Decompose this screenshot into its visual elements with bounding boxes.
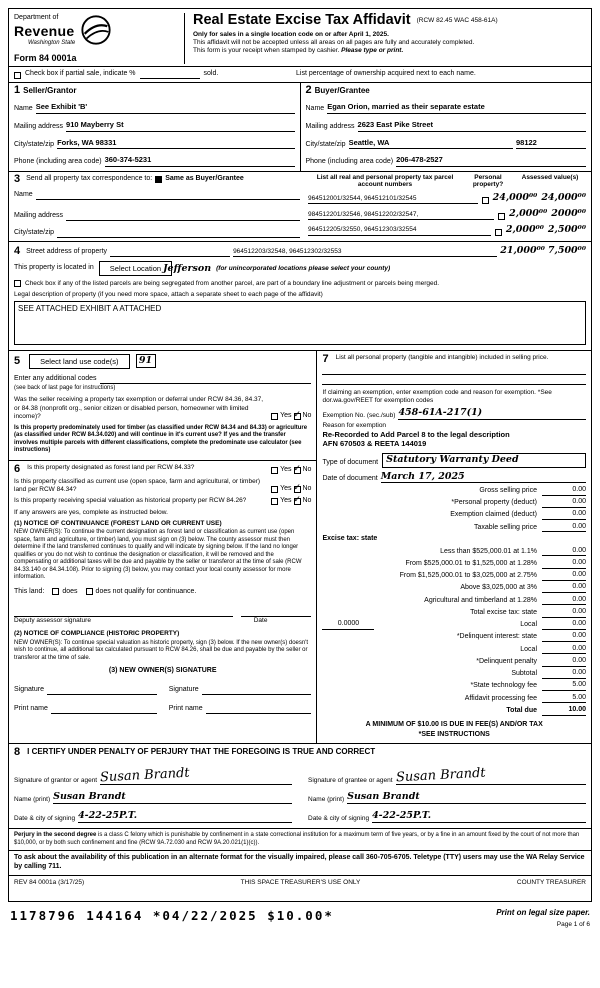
certify-statement: I CERTIFY UNDER PENALTY OF PERJURY THAT THE FOREGOING IS TRUE AND CORRECT [27, 747, 376, 757]
form-title-ref: (RCW 82.45 WAC 458-61A) [416, 16, 498, 24]
parcel-numbers-field[interactable] [308, 226, 491, 235]
buyer-city-label: City/state/zip [305, 140, 346, 148]
left-column [9, 351, 317, 744]
forest-land-yes-checkbox[interactable] [271, 467, 278, 474]
personal-property-header: Personal property? [472, 174, 504, 189]
notice1-body: NEW OWNER(S): To continue the current designation as forest land or classification as current use (open space, farm and agriculture, or timber) land, you must sign on (3) below. The county assessor must then determine if the land transferred continues to qualify and will indicate by signing below. If the land no longer qualifies or you do not wish to continue the designation or classification, it will be removed and the compensating or additional taxes will be due and payable by the seller or transferor at the time of sale (RCW 84.33.140 or 84.34.108). Prior to signing (3) below, you may contact your local county assessor for more information. [14, 529, 302, 580]
form-header [9, 9, 591, 66]
alt-format-note: To ask about the availability of this publication in an alternate format for the visually impaired, please call 360-705-6705. Teletype (TTY) users may use the WA Relay Service by calling 711. [9, 850, 591, 875]
seller-title: Seller/Grantor [23, 85, 77, 95]
total-due-label: Total due [506, 706, 537, 714]
reason-value: Re-Recorded to Add Parcel 8 to the legal description [322, 429, 510, 439]
corr-name-label: Name [14, 191, 33, 199]
signature-label: Signature [168, 686, 199, 693]
no-label: No [302, 497, 312, 504]
assessed-value-2a: 2,000⁰⁰ [509, 207, 548, 219]
header-note-2: This affidavit will not be accepted unless all areas on all pages are fully and accurately completed. [193, 39, 475, 47]
seller-city-value: Forks, WA 98331 [57, 137, 117, 147]
treasurer-strip [9, 875, 591, 901]
post-label: *Delinquent penalty [476, 657, 537, 665]
does-not-label: does not qualify for continuance. [95, 587, 197, 595]
perjury-note [9, 828, 591, 850]
tax-amount: 0.00 [542, 547, 586, 557]
grantor-signing-block [14, 758, 292, 825]
new-owner-signature-field-2[interactable] [202, 686, 312, 695]
money-amount: 0.00 [542, 486, 586, 496]
parcel-table [308, 174, 586, 238]
forest-land-question: Is this property designated as forest land per RCW 84.33? [27, 463, 195, 471]
tax-label: From $1,525,000.01 to $3,025,000 at 2.75% [399, 572, 537, 580]
grantor-date-label: Date & city of signing [14, 815, 76, 822]
seller-mail-field[interactable] [66, 120, 294, 132]
seller-mail-value: 910 Mayberry St [66, 119, 124, 129]
section-5-number: 5 [14, 354, 21, 367]
grantee-print-name-field[interactable] [347, 791, 586, 804]
notice1-title: (1) NOTICE OF CONTINUANCE (FOREST LAND OR CURRENT USE) [14, 519, 222, 527]
exemption-no-label: Exemption No. (sec./sub) [322, 411, 396, 419]
dept-sub: Washington State [28, 40, 76, 47]
section-6 [9, 460, 316, 719]
grantee-signing-block [308, 758, 586, 825]
section-8-number: 8 [14, 746, 21, 759]
tax-label: Agricultural and timberland at 1.28% [424, 596, 537, 604]
section-8 [9, 743, 591, 828]
bottom-row [8, 902, 592, 929]
assessed-value-4b: 7,500⁰⁰ [547, 245, 586, 256]
land-use-code-value: 91 [138, 355, 153, 367]
seller-name-label: Name [14, 105, 33, 112]
deputy-assessor-signature-field[interactable] [14, 608, 233, 617]
deputy-assessor-label: Deputy assessor signature [14, 617, 91, 625]
seller-exemption-no-checkbox[interactable] [294, 413, 301, 420]
seller-mail-label: Mailing address [14, 122, 64, 130]
partial-sale-label: Check box if partial sale, indicate % [25, 70, 136, 78]
local-amount: 0.00 [542, 620, 586, 630]
buyer-mail-field[interactable] [358, 120, 586, 132]
correspondence-block [14, 174, 300, 238]
seller-phone-field[interactable] [105, 155, 295, 167]
post-amount: 5.00 [542, 694, 586, 704]
partial-sale-row [9, 66, 591, 82]
personal-property-intro: List all personal property (tangible and intangible) included in selling price. [335, 353, 549, 361]
seller-phone-value: 360-374-5231 [104, 155, 152, 165]
additional-codes-label: Enter any additional codes [14, 375, 97, 383]
seller-city-field[interactable] [57, 138, 294, 150]
exemption-note: If claiming an exemption, enter exemption code and reason for exemption. *See dor.wa.gov/REET for exemption codes [322, 388, 552, 404]
timber-use-note: Is this property predominately used for timber (as classified under RCW 84.34 and 84.33) or agriculture (as classified under RCW 84.34.020) and will continue in it's current use? If yes and the transfer involves multiple parcels with different classifications, complete the predominate use calculator (see instructions) [14, 424, 308, 454]
personal-property-checkbox-1[interactable] [482, 197, 489, 204]
grantee-signature-value: Susan Brandt [395, 765, 486, 786]
seller-city-label: City/state/zip [14, 140, 55, 148]
post-label: Local [520, 645, 537, 653]
seller-name-field[interactable] [36, 102, 295, 114]
legal-paper-note: Print on legal size paper. [496, 907, 590, 917]
section-2-number: 2 [305, 84, 312, 96]
money-amount: 0.00 [542, 498, 586, 508]
date-of-document-value: March 17, 2025 [380, 470, 465, 482]
parcel-numbers-4: 964512203/32548, 964512302/32553 [233, 247, 342, 255]
grantee-print-name-value: Susan Brandt [347, 791, 420, 803]
treasurer-stamp: 1178796 144164 *04/22/2025 $10.00* [10, 907, 334, 923]
grantee-date-field[interactable] [372, 810, 586, 823]
seller-exemption-question: Was the seller receiving a property tax exemption or deferral under RCW 84.36, 84.37, or 84.38 (nonprofit org., senior citizen or disabled person, homeowner with limited income)? [14, 396, 264, 420]
tax-amount: 0.00 [542, 571, 586, 581]
treasurer-space-label: THIS SPACE TREASURER'S USE ONLY [240, 878, 361, 886]
section-2-buyer [300, 83, 592, 171]
buyer-name-label: Name [305, 105, 325, 112]
grantee-city-value: P.T. [413, 810, 432, 822]
personal-property-checkbox-2[interactable] [498, 213, 505, 220]
parcel-numbers-1: 964512001/32544, 964512101/32545 [308, 194, 417, 202]
assessed-value-2b: 2000⁰⁰ [551, 207, 586, 219]
yes-label: Yes [280, 466, 292, 473]
dept-name: Revenue [14, 22, 75, 39]
buyer-name-value: Egan Orion, married as their separate estate [327, 102, 485, 111]
grantee-date-label: Date & city of signing [308, 815, 370, 822]
corr-name-field[interactable] [36, 191, 300, 200]
grantee-date-value: 4-22-25 [372, 810, 413, 822]
signature-label: Signature [14, 686, 44, 693]
parcel-numbers-3: 964512205/32550, 964512303/32554 [308, 226, 417, 234]
money-label: Exemption claimed (deduct) [450, 511, 537, 519]
land-use-select[interactable]: Select land use code(s) [29, 354, 129, 369]
tax-amount: 0.00 [542, 596, 586, 606]
grantor-name-label: Name (print) [14, 796, 51, 804]
segregated-label: Check box if any of the listed parcels are being segregated from another parcel, are part of a boundary line adjustment or parcels being merged. [25, 280, 440, 288]
post-amount: 5.00 [542, 681, 586, 691]
grantor-city-value: P.T. [119, 810, 138, 822]
buyer-mail-value: 2623 East Pike Street [357, 119, 433, 129]
section-4-number: 4 [14, 244, 21, 257]
perjury-lead: Perjury in the second degree [14, 832, 97, 839]
type-of-document-field[interactable] [382, 453, 586, 468]
assessed-value-3b: 2,500⁰⁰ [547, 223, 586, 235]
no-label: No [302, 485, 312, 493]
same-as-buyer-checkbox[interactable] [155, 176, 162, 183]
tax-amount: 0.00 [542, 559, 586, 569]
yes-label: Yes [280, 412, 292, 419]
tax-label: Above $3,025,000 at 3% [460, 584, 537, 592]
seller-phone-label: Phone (including area code) [14, 158, 102, 166]
grantor-date-value: 4-22-25 [78, 810, 119, 822]
parcel-list-header: List all real and personal property tax parcel account numbers [316, 174, 454, 189]
dept-prefix: Department of [14, 14, 59, 21]
money-label: Gross selling price [479, 486, 537, 494]
notice2-title: (2) NOTICE OF COMPLIANCE (HISTORIC PROPERTY) [14, 630, 180, 638]
parcel-numbers-field-4[interactable] [233, 248, 497, 257]
afn-value: AFN 670503 & REETA 144019 [322, 439, 427, 449]
perjury-rest: is a class C felony which is punishable by confinement in a state correctional institution for a maximum term of five years, or by a fine in an amount fixed by the court of not more than $10,000, or by both such confinement and fine (RCW 9A.72.030 and RCW 9A.20.021(1)(c)). [14, 832, 580, 846]
new-owner-signature-field-1[interactable] [47, 686, 157, 695]
rev-number: REV 84 0001a (3/17/25) [14, 878, 85, 886]
main-columns [9, 350, 591, 744]
no-label: No [302, 412, 312, 419]
parcel-numbers-field[interactable] [308, 211, 494, 220]
parcel-numbers-field[interactable] [308, 195, 478, 204]
type-of-document-label: Type of document [322, 458, 379, 466]
county-treasurer-label: COUNTY TREASURER [516, 878, 586, 886]
date-of-document-field[interactable] [381, 471, 586, 484]
buyer-city-field[interactable] [349, 138, 513, 150]
section-3 [9, 171, 591, 241]
location-handwritten-value: Jefferson [163, 262, 212, 274]
parcel-row [308, 208, 586, 220]
historical-question: Is this property receiving special valuation as historical property per RCW 84.26? [14, 497, 247, 504]
section-6-number: 6 [14, 462, 21, 475]
current-use-no-checkbox[interactable] [294, 486, 301, 493]
seller-buyer-sections [9, 82, 591, 171]
ownership-note: List percentage of ownership acquired next to each name. [296, 70, 476, 78]
assessed-value-1b: 24,000⁰⁰ [541, 191, 586, 203]
assessed-value-header: Assessed value(s) [521, 174, 579, 181]
seller-exemption-yes-checkbox[interactable] [271, 413, 278, 420]
buyer-phone-field[interactable] [396, 155, 586, 167]
section-7-number: 7 [322, 352, 329, 365]
local-rate-value: 0.0000 [322, 620, 374, 630]
post-amount: 0.00 [542, 669, 586, 679]
assessed-value-4a: 21,000⁰⁰ [500, 245, 545, 256]
assessed-value-3a: 2,000⁰⁰ [505, 223, 544, 235]
does-not-qualify-checkbox[interactable] [86, 588, 93, 595]
parcel-row [308, 192, 586, 204]
buyer-phone-value: 206-478-2527 [396, 155, 443, 165]
dor-logo-icon [80, 14, 112, 50]
historical-yes-checkbox[interactable] [271, 498, 278, 505]
exemption-no-value: 458-61A-217(1) [398, 406, 483, 418]
post-amount: 0.00 [542, 657, 586, 667]
money-label: *Personal property (deduct) [451, 499, 537, 507]
post-label: *State technology fee [470, 682, 537, 690]
type-of-document-value: Statutory Warranty Deed [386, 453, 519, 465]
exemption-no-field[interactable] [398, 407, 586, 420]
see-back-note: (see back of last page for instructions) [14, 384, 116, 391]
location-select[interactable]: Select Location [99, 261, 172, 276]
legal-description-value: SEE ATTACHED EXHIBIT A ATTACHED [18, 303, 162, 313]
corr-city-label: City/state/zip [14, 229, 55, 237]
see-instructions-note: *SEE INSTRUCTIONS [418, 731, 490, 739]
grantor-signature-field[interactable] [99, 765, 292, 786]
section-7 [317, 351, 591, 744]
header-note-3a: This form is your receipt when stamped by cashier. [193, 47, 340, 55]
date-of-document-label: Date of document [322, 474, 378, 482]
corr-mail-label: Mailing address [14, 212, 64, 220]
tax-amount: 0.00 [542, 583, 586, 593]
buyer-title: Buyer/Grantee [314, 85, 370, 95]
partial-sale-sold-label: sold. [203, 70, 219, 78]
reason-label: Reason for exemption [322, 421, 387, 429]
located-in-label: This property is located in [14, 264, 94, 272]
grantee-signature-field[interactable] [395, 765, 586, 786]
grantor-date-field[interactable] [78, 810, 292, 823]
personal-property-line-2[interactable] [322, 375, 586, 385]
segregated-checkbox[interactable] [14, 280, 21, 287]
tax-label: From $525,000.01 to $1,525,000 at 1.28% [405, 559, 537, 567]
buyer-phone-label: Phone (including area code) [305, 158, 394, 166]
current-use-yes-checkbox[interactable] [271, 486, 278, 493]
buyer-name-field[interactable] [327, 102, 586, 114]
buyer-mail-label: Mailing address [305, 122, 355, 130]
current-use-question: Is this property classified as current use (open space, farm and agricultural, or timber) land per RCW 84.34? [14, 477, 261, 493]
legal-description-label: Legal description of property (if you need more space, attach a separate sheet to each page of the affidavit) [14, 291, 323, 299]
post-label: Subtotal [511, 670, 537, 678]
money-amount: 0.00 [542, 510, 586, 520]
section-1-number: 1 [14, 84, 21, 96]
does-label: does [62, 587, 78, 595]
local-label: Local [520, 621, 537, 629]
grantor-print-name-field[interactable] [53, 791, 292, 804]
deputy-date-label: Date [253, 617, 268, 625]
section-5 [14, 354, 311, 455]
print-name-label: Print name [14, 705, 48, 712]
form-frame [8, 8, 592, 902]
buyer-zip-field[interactable] [516, 138, 586, 150]
tax-amount: 0.00 [542, 608, 586, 618]
buyer-zip-value: 98122 [516, 137, 537, 147]
parcel-numbers-2: 984512201/32546, 984512202/32547, [308, 210, 419, 218]
yes-label: Yes [280, 485, 292, 493]
tax-label: Less than $525,000.01 at 1.1% [440, 547, 537, 555]
section-1-seller [9, 83, 300, 171]
post-amount: 0.00 [542, 632, 586, 642]
correspondence-intro: Send all property tax correspondence to: [26, 175, 153, 183]
post-amount: 0.00 [542, 645, 586, 655]
deputy-date-field[interactable] [241, 608, 311, 617]
legal-description-box[interactable] [14, 301, 586, 345]
personal-property-checkbox-3[interactable] [495, 229, 502, 236]
grantee-sig-label: Signature of grantee or agent [308, 777, 393, 785]
money-amount: 0.00 [542, 523, 586, 533]
unincorporated-note: (for unincorporated locations please select your county) [216, 264, 391, 272]
post-label: Affidavit processing fee [464, 694, 537, 702]
street-address-field[interactable] [110, 248, 230, 257]
notice2-body: NEW OWNER(S): To continue special valuation as historic property, sign (3) below. If the new owner(s) doesn't wish to continue, all additional tax calculated pursuant to RCW 84.26, shall be due and payable by the seller or transferor at the time of sale. [14, 639, 309, 661]
header-note-3 [193, 47, 586, 55]
new-owner-signature-title: (3) NEW OWNER(S) SIGNATURE [108, 667, 217, 674]
post-label: *Delinquent interest: state [456, 633, 537, 641]
form-number: Form 84 0001a [14, 52, 77, 63]
money-label: Taxable selling price [473, 523, 537, 531]
street-address-label: Street address of property [26, 248, 108, 256]
no-label: No [302, 466, 312, 473]
same-as-buyer-label: Same as Buyer/Grantee [165, 175, 244, 183]
minimum-due-note: A MINIMUM OF $10.00 IS DUE IN FEE(S) AND/OR TAX [365, 720, 543, 728]
header-note-3b: Please type or print. [341, 47, 404, 55]
grantor-signature-value: Susan Brandt [99, 765, 191, 786]
historical-no-checkbox[interactable] [294, 498, 301, 505]
additional-codes-field[interactable] [100, 375, 312, 384]
corr-city-field[interactable] [57, 229, 300, 238]
parcel-row [308, 224, 586, 236]
grantor-print-name-value: Susan Brandt [53, 791, 126, 803]
does-qualify-checkbox[interactable] [52, 588, 59, 595]
excise-tax-header: Excise tax: state [322, 535, 378, 543]
personal-property-line-1[interactable] [322, 365, 586, 375]
forest-land-no-checkbox[interactable] [294, 467, 301, 474]
partial-sale-percent-field[interactable] [140, 70, 200, 79]
buyer-city-value: Seattle, WA [348, 137, 390, 147]
partial-sale-checkbox[interactable] [14, 72, 21, 79]
print-name-label: Print name [168, 705, 203, 712]
total-due-amount: 10.00 [542, 706, 586, 716]
tax-label: Total excise tax: state [470, 608, 537, 616]
agency-block [14, 13, 184, 64]
grantee-name-label: Name (print) [308, 796, 345, 804]
header-note-1: Only for sales in a single location code on or after April 1, 2025. [193, 30, 389, 38]
if-yes-note: If any answers are yes, complete as instructed below. [14, 508, 168, 516]
title-block [184, 13, 586, 64]
form-title: Real Estate Excise Tax Affidavit [193, 12, 411, 28]
grantor-sig-label: Signature of grantor or agent [14, 777, 98, 785]
assessed-value-1a: 24,000⁰⁰ [492, 191, 538, 203]
this-land-label: This land: [14, 587, 45, 595]
page-number: Page 1 of 6 [556, 920, 590, 928]
yes-label: Yes [280, 497, 292, 504]
section-4 [9, 241, 591, 350]
corr-mail-field[interactable] [66, 212, 300, 221]
new-owner-print-name-field-2[interactable] [206, 705, 312, 714]
seller-name-value: See Exhibit 'B' [35, 102, 88, 111]
land-use-code-box[interactable] [136, 354, 156, 368]
section-3-number: 3 [14, 173, 21, 185]
new-owner-print-name-field-1[interactable] [51, 705, 157, 714]
